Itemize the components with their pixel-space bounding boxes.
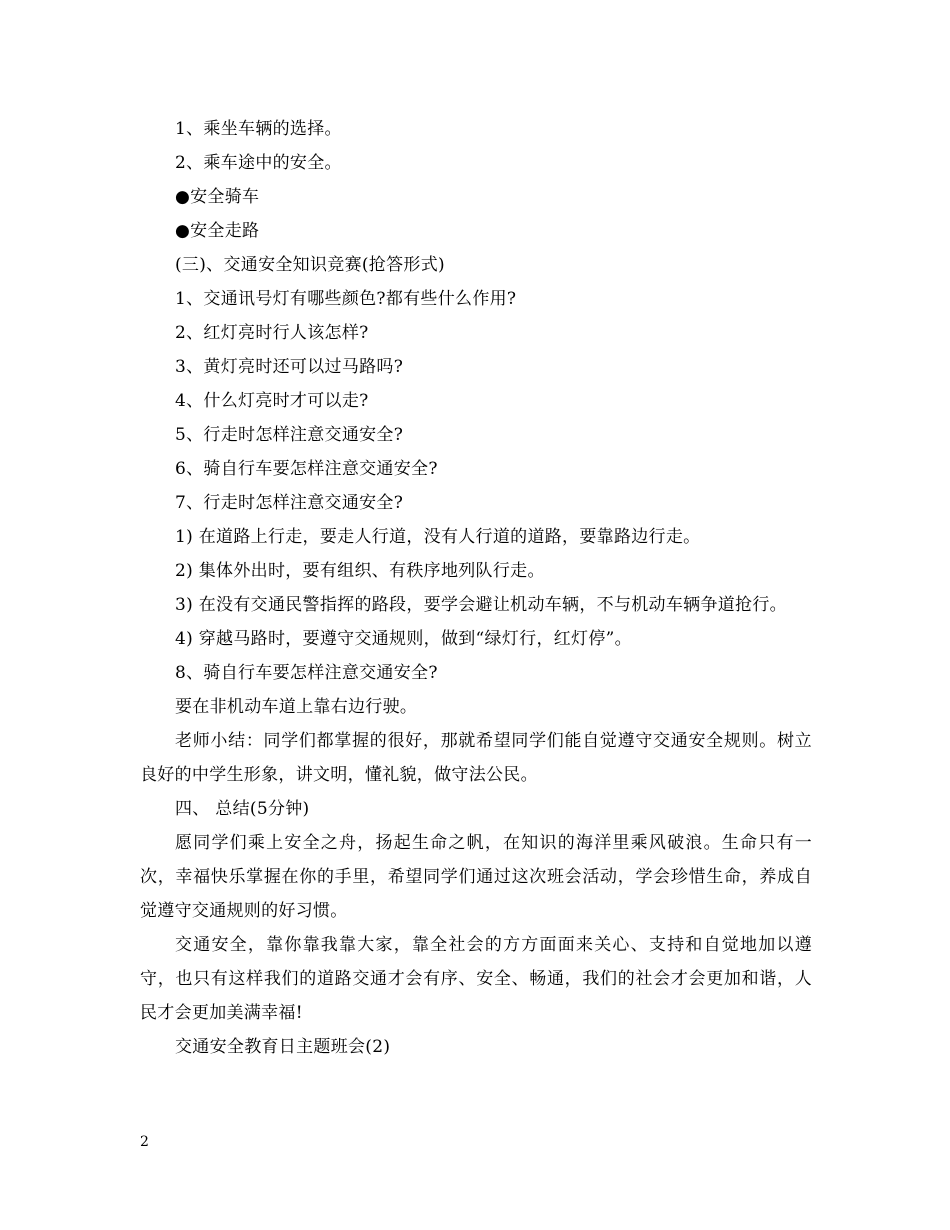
document-body [140,112,812,1064]
teacher-summary: 老师小结：同学们都掌握的很好，那就希望同学们能自觉遵守交通安全规则。树立良好的中学生形象，讲文明，懂礼貌，做守法公民。 [140,731,812,785]
answer-item: 2) 集体外出时，要有组织、有秩序地列队行走。 [175,561,545,581]
quiz-question: 7、行走时怎样注意交通安全? [175,493,404,513]
section-heading: 四、 总结(5分钟) [175,799,310,819]
bullet-item: ●安全走路 [175,221,260,241]
bullet-item: ●安全骑车 [175,187,260,207]
quiz-question: 6、骑自行车要怎样注意交通安全? [175,459,438,479]
list-item: 2、乘车途中的安全。 [175,153,342,173]
answer-item: 4) 穿越马路时，要遵守交通规则，做到“绿灯行，红灯停”。 [175,629,632,649]
list-item: 1、乘坐车辆的选择。 [175,119,342,139]
paragraph: 愿同学们乘上安全之舟，扬起生命之帆，在知识的海洋里乘风破浪。生命只有一次，幸福快乐掌握在你的手里，希望同学们通过这次班会活动，学会珍惜生命，养成自觉遵守交通规则的好习惯。 [140,833,812,921]
quiz-question: 1、交通讯号灯有哪些颜色?都有些什么作用? [175,289,517,309]
quiz-question: 3、黄灯亮时还可以过马路吗? [175,357,404,377]
quiz-question: 4、什么灯亮时才可以走? [175,391,369,411]
quiz-question: 2、红灯亮时行人该怎样? [175,323,369,343]
answer-item: 3) 在没有交通民警指挥的路段，要学会避让机动车辆，不与机动车辆争道抢行。 [175,595,787,615]
answer-text: 要在非机动车道上靠右边行驶。 [175,697,418,717]
quiz-question: 5、行走时怎样注意交通安全? [175,425,404,445]
section-heading: (三)、交通安全知识竞赛(抢答形式) [175,255,445,275]
paragraph: 交通安全，靠你靠我靠大家，靠全社会的方方面面来关心、支持和自觉地加以遵守，也只有这样我们的道路交通才会有序、安全、畅通，我们的社会才会更加和谐，人民才会更加美满幸福! [140,935,812,1023]
page-number: 2 [140,1134,149,1150]
quiz-question: 8、骑自行车要怎样注意交通安全? [175,663,438,683]
document-title: 交通安全教育日主题班会(2) [175,1037,391,1057]
answer-item: 1) 在道路上行走，要走人行道，没有人行道的道路，要靠路边行走。 [175,527,701,547]
